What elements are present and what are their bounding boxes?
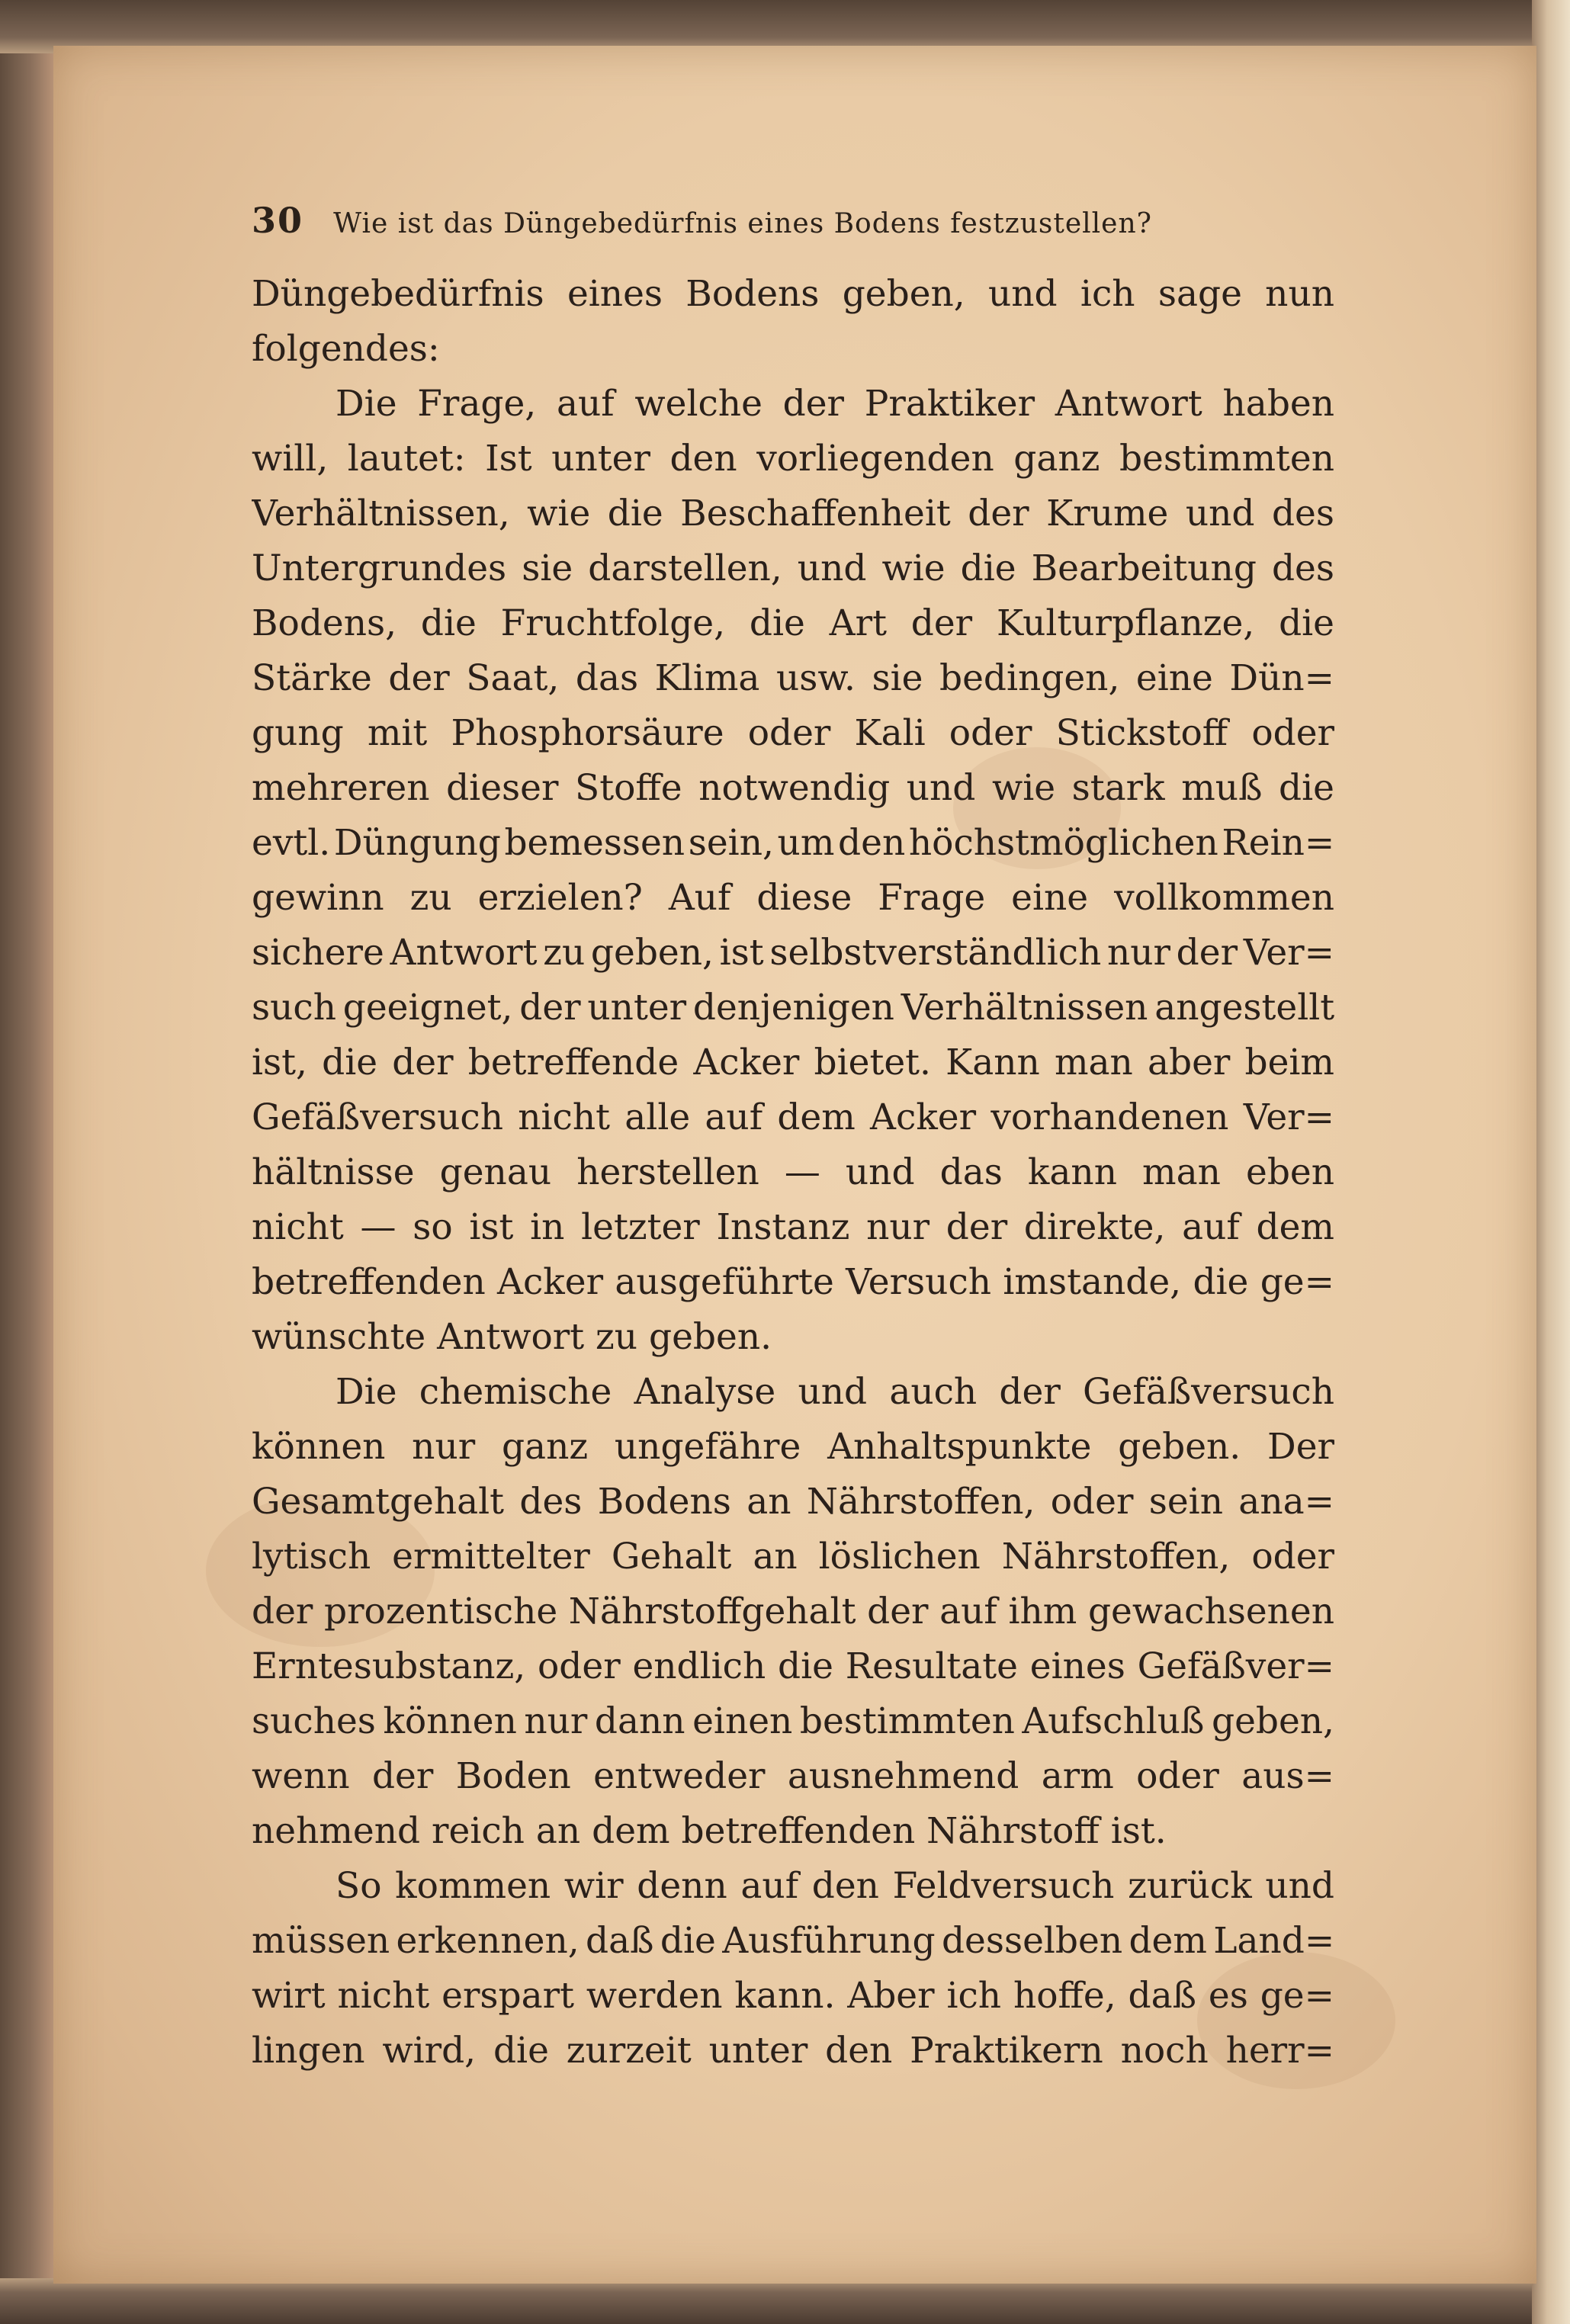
book-cover-bottom-edge (0, 2278, 1570, 2324)
text-line: wenn der Boden entweder ausnehmend arm oder aus= (252, 1755, 1334, 1797)
text-line: Gesamtgehalt des Bodens an Nährstoffen, oder sein ana= (252, 1481, 1334, 1523)
text-line-paragraph-start: So kommen wir denn auf den Feldversuch zurück und (336, 1865, 1334, 1907)
body-text (252, 267, 1334, 2078)
text-line: Gefäßversuch nicht alle auf dem Acker vorhandenen Ver= (252, 1096, 1334, 1138)
text-line: Stärke der Saat, das Klima usw. sie bedingen, eine Dün= (252, 657, 1334, 699)
text-line: wirt nicht erspart werden kann. Aber ich hoffe, daß es ge= (252, 1975, 1334, 2017)
text-line-paragraph-start: Die chemische Analyse und auch der Gefäßversuch (336, 1371, 1334, 1413)
text-line: nicht — so ist in letzter Instanz nur der direkte, auf dem (252, 1206, 1334, 1248)
running-head: Wie ist das Düngebedürfnis eines Bodens festzustellen? (333, 208, 1152, 239)
text-line: suches können nur dann einen bestimmten Aufschluß geben, (252, 1700, 1334, 1742)
text-line: sichere Antwort zu geben, ist selbstverständlich nur der Ver= (252, 932, 1334, 974)
text-line: können nur ganz ungefähre Anhaltspunkte geben. Der (252, 1426, 1334, 1468)
text-line: Untergrundes sie darstellen, und wie die Bearbeitung des (252, 547, 1334, 589)
text-line: Erntesubstanz, oder endlich die Resultate eines Gefäßver= (252, 1645, 1334, 1687)
text-line: mehreren dieser Stoffe notwendig und wie stark muß die (252, 767, 1334, 809)
page-header (252, 200, 1357, 241)
text-line: wünschte Antwort zu geben. (252, 1316, 772, 1358)
text-line: betreffenden Acker ausgeführte Versuch imstande, die ge= (252, 1261, 1334, 1303)
text-line: Düngebedürfnis eines Bodens geben, und ich sage nun (252, 273, 1334, 315)
text-line: lingen wird, die zurzeit unter den Praktikern noch herr= (252, 2030, 1334, 2072)
text-line: Bodens, die Fruchtfolge, die Art der Kulturpflanze, die (252, 602, 1334, 644)
text-line: hältnisse genau herstellen — und das kann man eben (252, 1151, 1334, 1193)
text-line: gewinn zu erzielen? Auf diese Frage eine vollkommen (252, 877, 1334, 919)
text-line: ist, die der betreffende Acker bietet. Kann man aber beim (252, 1042, 1334, 1083)
page-number: 30 (252, 200, 304, 241)
text-line: lytisch ermittelter Gehalt an löslichen Nährstoffen, oder (252, 1536, 1334, 1578)
text-line: der prozentische Nährstoffgehalt der auf ihm gewachsenen (252, 1591, 1334, 1632)
text-line: evtl. Düngung bemessen sein, um den höchstmöglichen Rein= (252, 822, 1334, 864)
text-line: folgendes: (252, 328, 440, 370)
text-line: müssen erkennen, daß die Ausführung desselben dem Land= (252, 1920, 1334, 1962)
text-line-paragraph-start: Die Frage, auf welche der Praktiker Antwort haben (336, 383, 1334, 425)
text-line: such geeignet, der unter denjenigen Verhältnissen angestellt (252, 987, 1334, 1029)
text-line: nehmend reich an dem betreffenden Nährstoff ist. (252, 1810, 1167, 1852)
text-line: Verhältnissen, wie die Beschaffenheit der Krume und des (252, 493, 1334, 534)
text-line: gung mit Phosphorsäure oder Kali oder Stickstoff oder (252, 712, 1334, 754)
text-line: will, lautet: Ist unter den vorliegenden ganz bestimmten (252, 438, 1334, 480)
book-page-right-edge (1532, 0, 1570, 2324)
